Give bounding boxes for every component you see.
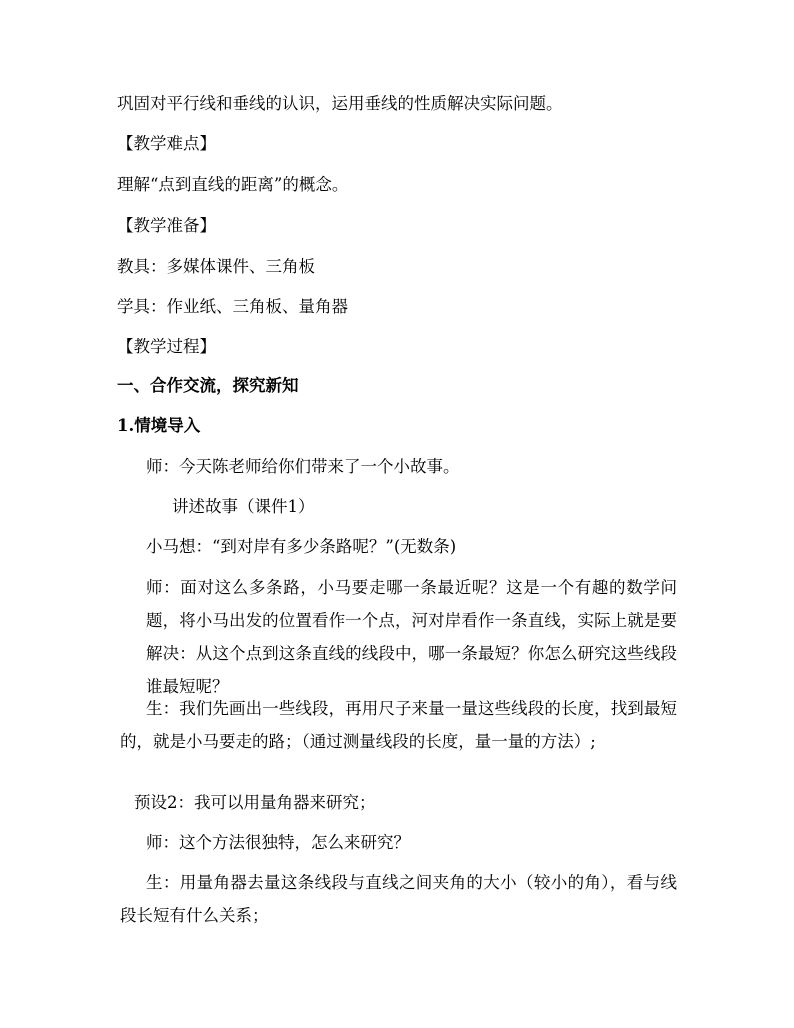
section-one-heading: 一、合作交流，探究新知 bbox=[117, 376, 299, 395]
difficulty-text: 理解“点到直线的距离”的概念。 bbox=[117, 175, 349, 194]
student-answer-2-paragraph: 生：用量角器去量这条线段与直线之间夹角的大小（较小的角），看与线段长短有什么关系； bbox=[120, 873, 677, 925]
teacher-intro-text: 师：今天陈老师给你们带来了一个小故事。 bbox=[146, 457, 460, 476]
teacher-question-paragraph: 师：面对这么多条路，小马要走哪一条最近呢？这是一个有趣的数学问题，将小马出发的位置看作一个点，河对岸看作一条直线，实际上就是要解决：从这个点到这条直线的线段中，哪一条最短？你怎么研究这些线段谁最短呢？ bbox=[146, 578, 677, 696]
student-answer-1-paragraph: 生：我们先画出一些线段，再用尺子来量一量这些线段的长度，找到最短的，就是小马要走的路；（通过测量线段的长度，量一量的方法）; bbox=[120, 699, 677, 751]
subsection-one-heading: 1.情境导入 bbox=[117, 416, 201, 435]
preset-2-text: 预设2：我可以用量角器来研究； bbox=[134, 793, 376, 812]
teacher-followup-text: 师：这个方法很独特，怎么来研究？ bbox=[146, 833, 410, 852]
process-heading: 【教学过程】 bbox=[117, 337, 216, 356]
preparation-heading: 【教学准备】 bbox=[117, 216, 216, 235]
objective-text: 巩固对平行线和垂线的认识，运用垂线的性质解决实际问题。 bbox=[117, 94, 563, 113]
student-tools-text: 学具：作业纸、三角板、量角器 bbox=[117, 297, 348, 316]
story-text: 讲述故事（课件1） bbox=[172, 497, 315, 516]
difficulty-heading: 【教学难点】 bbox=[117, 134, 216, 153]
teacher-tools-text: 教具：多媒体课件、三角板 bbox=[117, 257, 315, 276]
pony-question-text: 小马想：“到对岸有多少条路呢？”(无数条) bbox=[146, 537, 457, 556]
